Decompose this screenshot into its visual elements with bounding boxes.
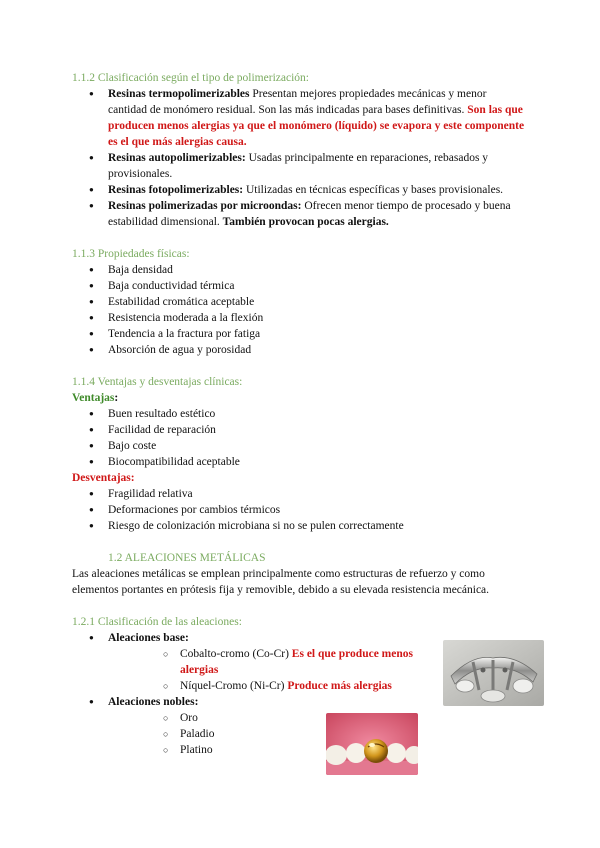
sublist-item: ○ Paladio <box>108 726 528 742</box>
heading-1-1-4: 1.1.4 Ventajas y desventajas clínicas: <box>72 376 243 388</box>
alloys-paragraph: Las aleaciones metálicas se emplean principalmente como estructuras de refuerzo y como elementos portantes en prótesis fija y removible, debido a su elevada resistencia mecánica. <box>72 568 490 596</box>
heading-1-2: 1.2 ALEACIONES METÁLICAS <box>108 552 266 564</box>
item-text: Usadas principalmente en reparaciones, rebasados y provisionales. <box>108 152 489 180</box>
list-item: ● Tendencia a la fractura por fatiga <box>72 326 528 342</box>
list-item <box>72 198 528 230</box>
sublist-item: ○ Níquel-Cromo (Ni-Cr) Produce más alergias <box>108 678 528 694</box>
allergy-note: Produce más alergias <box>287 680 392 692</box>
heading-1-1-3: 1.1.3 Propiedades físicas: <box>72 248 190 260</box>
sublist-item: ○ Oro <box>108 710 528 726</box>
ventajas-label: Ventajas: <box>72 392 119 404</box>
list-item: ● Resistencia moderada a la flexión <box>72 310 528 326</box>
desventajas-list <box>72 486 528 534</box>
base-alloys-label: Aleaciones base: <box>108 632 189 644</box>
heading-1-2-1: 1.2.1 Clasificación de las aleaciones: <box>72 616 242 628</box>
list-item: ● Fragilidad relativa <box>72 486 528 502</box>
allergy-note: Es el que produce menos alergias <box>180 648 413 676</box>
heading-1-1-2: 1.1.2 Clasificación según el tipo de polimerización: <box>72 72 309 84</box>
term-autopolimerizables: Resinas autopolimerizables: <box>108 152 246 164</box>
term-termopolimerizables: Resinas termopolimerizables <box>108 88 250 100</box>
sublist-item: ○ Cobalto-cromo (Co-Cr) Es el que produce menos alergias <box>108 646 430 678</box>
list-item: ● Baja conductividad térmica <box>72 278 528 294</box>
list-item: ● Riesgo de colonización microbiana si no se pulen correctamente <box>72 518 528 534</box>
list-item: ● Baja densidad <box>72 262 528 278</box>
item-text: Utilizadas en técnicas específicas y bases provisionales. <box>243 184 504 196</box>
sublist-item: ○ Platino <box>108 742 528 758</box>
term-fotopolimerizables: Resinas fotopolimerizables: <box>108 184 244 196</box>
item-text: Ofrecen menor tiempo de procesado y buena estabilidad dimensional. <box>108 200 511 228</box>
allergy-note: Son las que producen menos alergias ya que el monómero (líquido) se evapora y este componente es el que más alergias causa. <box>108 104 525 148</box>
ventajas-list <box>72 406 528 470</box>
list-item: ● Absorción de agua y porosidad <box>72 342 528 358</box>
list-item: ● Buen resultado estético <box>72 406 528 422</box>
list-item: ● Deformaciones por cambios térmicos <box>72 502 528 518</box>
physical-properties-list <box>72 262 528 358</box>
item-text: Presentan mejores propiedades mecánicas y menor cantidad de monómero residual. Son las más indicadas para bases definitivas. <box>108 88 487 116</box>
desventajas-label: Desventajas: <box>72 472 135 484</box>
term-microondas: Resinas polimerizadas por microondas: <box>108 200 302 212</box>
list-item <box>72 86 528 150</box>
polymerization-list <box>72 86 528 230</box>
noble-alloys-sublist <box>108 710 528 758</box>
list-item: ● Bajo coste <box>72 438 528 454</box>
metal-framework-photo <box>443 640 544 706</box>
allergy-note-bold: También provocan pocas alergias. <box>222 216 389 228</box>
list-item <box>72 182 528 198</box>
list-item: ● Biocompatibilidad aceptable <box>72 454 528 470</box>
list-item: ● Facilidad de reparación <box>72 422 528 438</box>
noble-alloys-label: Aleaciones nobles: <box>108 696 199 708</box>
list-item <box>72 150 528 182</box>
gold-crown-photo <box>326 713 418 775</box>
list-item: ● Estabilidad cromática aceptable <box>72 294 528 310</box>
